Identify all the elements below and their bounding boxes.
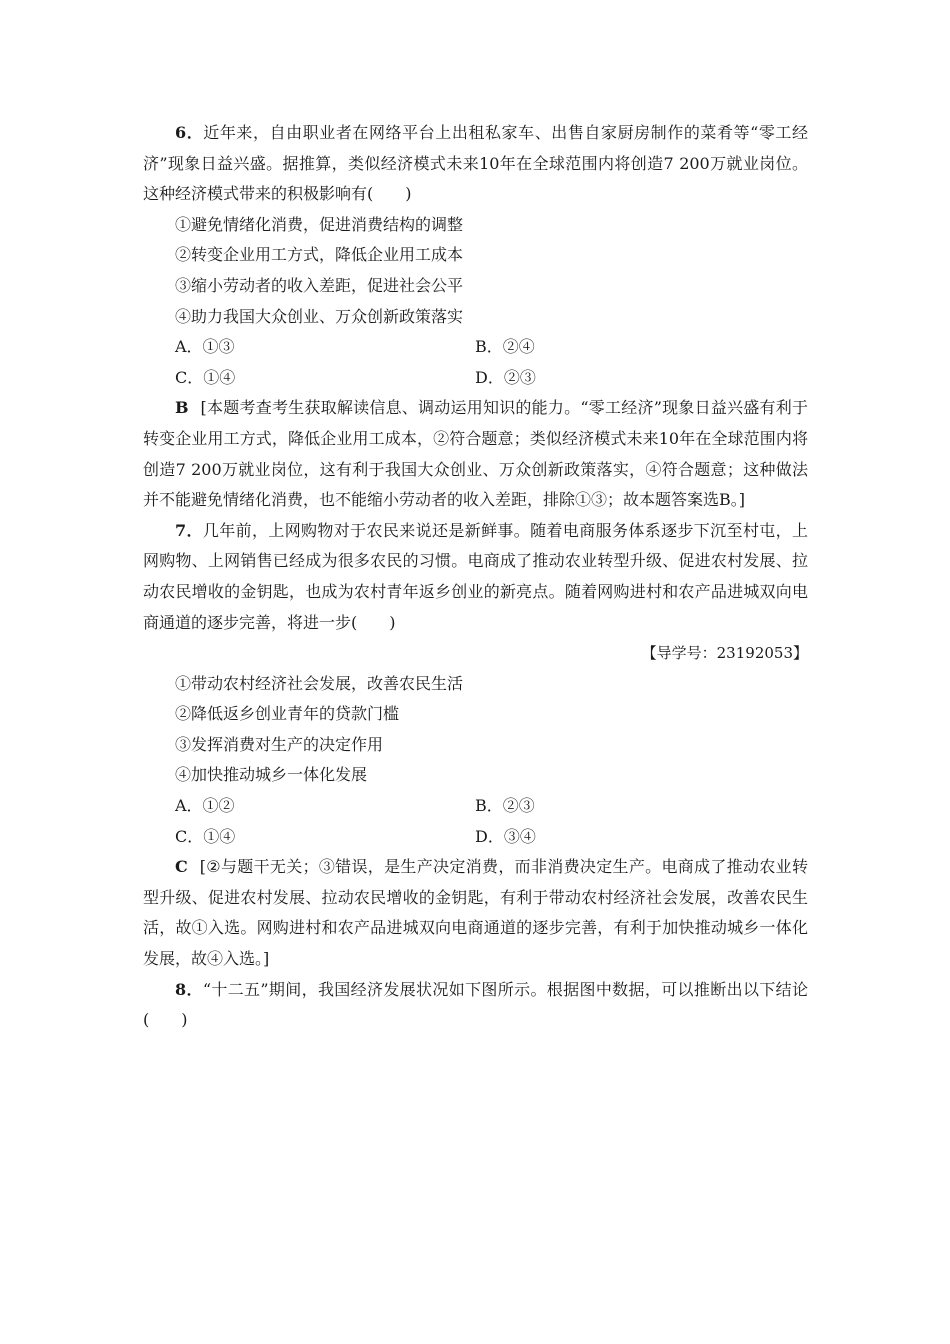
- question-7-stem: [143, 516, 808, 638]
- question-7-explanation: [②与题干无关；③错误，是生产决定消费，而非消费决定生产。电商成了推动农业转型升级、促进农村发展、拉动农民增收的金钥匙，有利于带动农村经济社会发展，改善农民生活，故①入选。网购进村和农产品进城双向电商通道的逐步完善，有利于加快推动城乡一体化发展，故④入选。]: [143, 857, 808, 969]
- question-8-stem: [143, 975, 808, 1036]
- question-7-option-b: B．②③: [475, 796, 535, 816]
- question-6-option-c: C．①④: [175, 367, 236, 387]
- question-7-options-row-1: [143, 791, 808, 822]
- question-7-item-4: ④加快推动城乡一体化发展: [175, 765, 368, 785]
- question-6-item-4: ④助力我国大众创业、万众创新政策落实: [175, 306, 464, 326]
- question-6-text: 近年来，自由职业者在网络平台上出租私家车、出售自家厨房制作的菜肴等“零工经济”现象日益兴盛。据推算，类似经济模式未来10年在全球范围内将创造7 200万就业岗位。这种经济模式带来的积极影响有( ): [143, 123, 808, 204]
- question-6-answer: [143, 393, 808, 515]
- question-8-number: 8．: [175, 979, 203, 999]
- question-7-item-3: ③发挥消费对生产的决定作用: [175, 734, 384, 754]
- question-6-item-1: ①避免情绪化消费，促进消费结构的调整: [175, 214, 464, 234]
- question-7-option-d: D．③④: [475, 826, 536, 846]
- question-6-option-d: D．②③: [475, 367, 536, 387]
- question-7-number: 7．: [175, 520, 203, 540]
- question-7-item-1: ①带动农村经济社会发展，改善农民生活: [175, 673, 464, 693]
- question-7-answer: [143, 852, 808, 974]
- question-6-options-row-1: [143, 332, 808, 363]
- question-7-option-a: A．①②: [175, 796, 235, 816]
- question-7-answer-letter: C: [175, 857, 188, 877]
- question-7-option-c: C．①④: [175, 826, 236, 846]
- question-6-item-3: ③缩小劳动者的收入差距，促进社会公平: [175, 275, 464, 295]
- question-6-option-b: B．②④: [475, 337, 535, 357]
- guide-number: 【导学号：23192053】: [641, 644, 808, 663]
- question-7-text: 几年前，上网购物对于农民来说还是新鲜事。随着电商服务体系逐步下沉至村屯，上网购物、上网销售已经成为很多农民的习惯。电商成了推动农业转型升级、促进农村发展、拉动农民增收的金钥匙，也成为农村青年返乡创业的新亮点。随着网购进村和农产品进城双向电商通道的逐步完善，将进一步( ): [143, 520, 808, 632]
- question-6-answer-letter: B: [175, 398, 189, 418]
- question-6-item-2: ②转变企业用工方式，降低企业用工成本: [175, 245, 464, 265]
- question-6-stem: [143, 118, 808, 210]
- question-8-text: “十二五”期间，我国经济发展状况如下图所示。根据图中数据，可以推断出以下结论( ): [143, 979, 808, 1030]
- question-7-item-2: ②降低返乡创业青年的贷款门槛: [175, 704, 400, 724]
- question-7-options-row-2: [143, 822, 808, 853]
- question-6-number: 6．: [175, 123, 204, 142]
- question-6-options-row-2: [143, 363, 808, 394]
- question-6-option-a: A．①③: [175, 337, 235, 357]
- document-page: [143, 118, 808, 1036]
- question-6-explanation: [本题考查考生获取解读信息、调动运用知识的能力。“零工经济”现象日益兴盛有利于转变企业用工方式，降低企业用工成本，②符合题意；类似经济模式未来10年在全球范围内将创造7 200万就业岗位，这有利于我国大众创业、万众创新政策落实，④符合题意；这种做法并不能避免情绪化消费，也不能缩小劳动者的收入差距，排除①③；故本题答案选B。]: [143, 398, 808, 510]
